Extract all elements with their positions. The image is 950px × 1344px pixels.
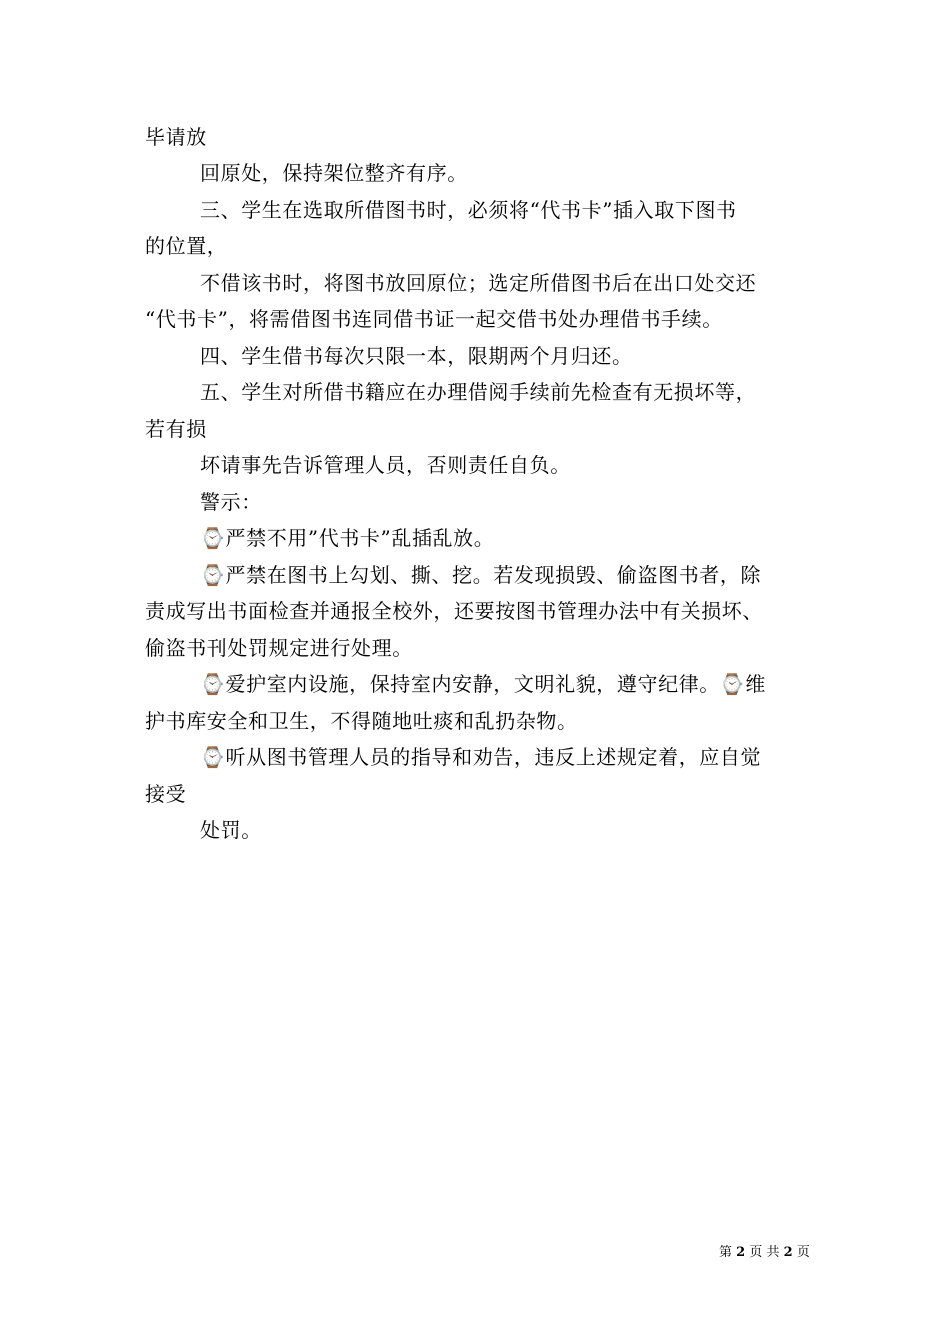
text-line-13: ⌚严禁在图书上勾划、撕、挖。若发现损毁、偷盗图书者，除 bbox=[200, 563, 762, 587]
text-line-16: ⌚爱护室内设施，保持室内安静，文明礼貌，遵守纪律。⌚维 bbox=[200, 672, 767, 696]
text-line-8: 五、学生对所借书籍应在办理借阅手续前先检查有无损坏等， bbox=[200, 380, 757, 404]
text-line-3: 三、学生在选取所借图书时，必须将“代书卡”插入取下图书 bbox=[200, 198, 737, 222]
footer-suffix: 页 bbox=[796, 1245, 810, 1260]
text-line-4: 的位置， bbox=[145, 234, 228, 258]
page-number-footer bbox=[719, 1244, 810, 1262]
text-line-1: 毕请放 bbox=[145, 125, 207, 149]
text-line-11: 警示： bbox=[200, 490, 262, 514]
text-line-5: 不借该书时，将图书放回原位；选定所借图书后在出口处交还 bbox=[200, 271, 757, 295]
text-line-2: 回原处，保持架位整齐有序。 bbox=[200, 161, 468, 185]
text-line-14: 责成写出书面检查并通报全校外，还要按图书管理办法中有关损坏、 bbox=[145, 599, 763, 623]
text-line-12: ⌚严禁不用”代书卡”乱插乱放。 bbox=[200, 526, 495, 550]
text-line-17: 护书库安全和卫生，不得随地吐痰和乱扔杂物。 bbox=[145, 709, 578, 733]
text-line-7: 四、学生借书每次只限一本，限期两个月归还。 bbox=[200, 344, 633, 368]
footer-total-pages: 2 bbox=[783, 1245, 793, 1260]
text-line-15: 偷盗书刊处罚规定进行处理。 bbox=[145, 636, 413, 660]
footer-middle: 页 共 bbox=[749, 1245, 780, 1260]
text-line-19: 接受 bbox=[145, 782, 187, 806]
text-line-20: 处罚。 bbox=[200, 818, 262, 842]
text-line-18: ⌚听从图书管理人员的指导和劝告，违反上述规定着，应自觉 bbox=[200, 745, 762, 769]
text-line-6: “代书卡”，将需借图书连同借书证一起交借书处办理借书手续。 bbox=[145, 307, 723, 331]
footer-prefix: 第 bbox=[719, 1245, 733, 1260]
text-line-10: 坏请事先告诉管理人员，否则责任自负。 bbox=[200, 453, 571, 477]
text-line-9: 若有损 bbox=[145, 417, 207, 441]
footer-current-page: 2 bbox=[736, 1245, 746, 1260]
